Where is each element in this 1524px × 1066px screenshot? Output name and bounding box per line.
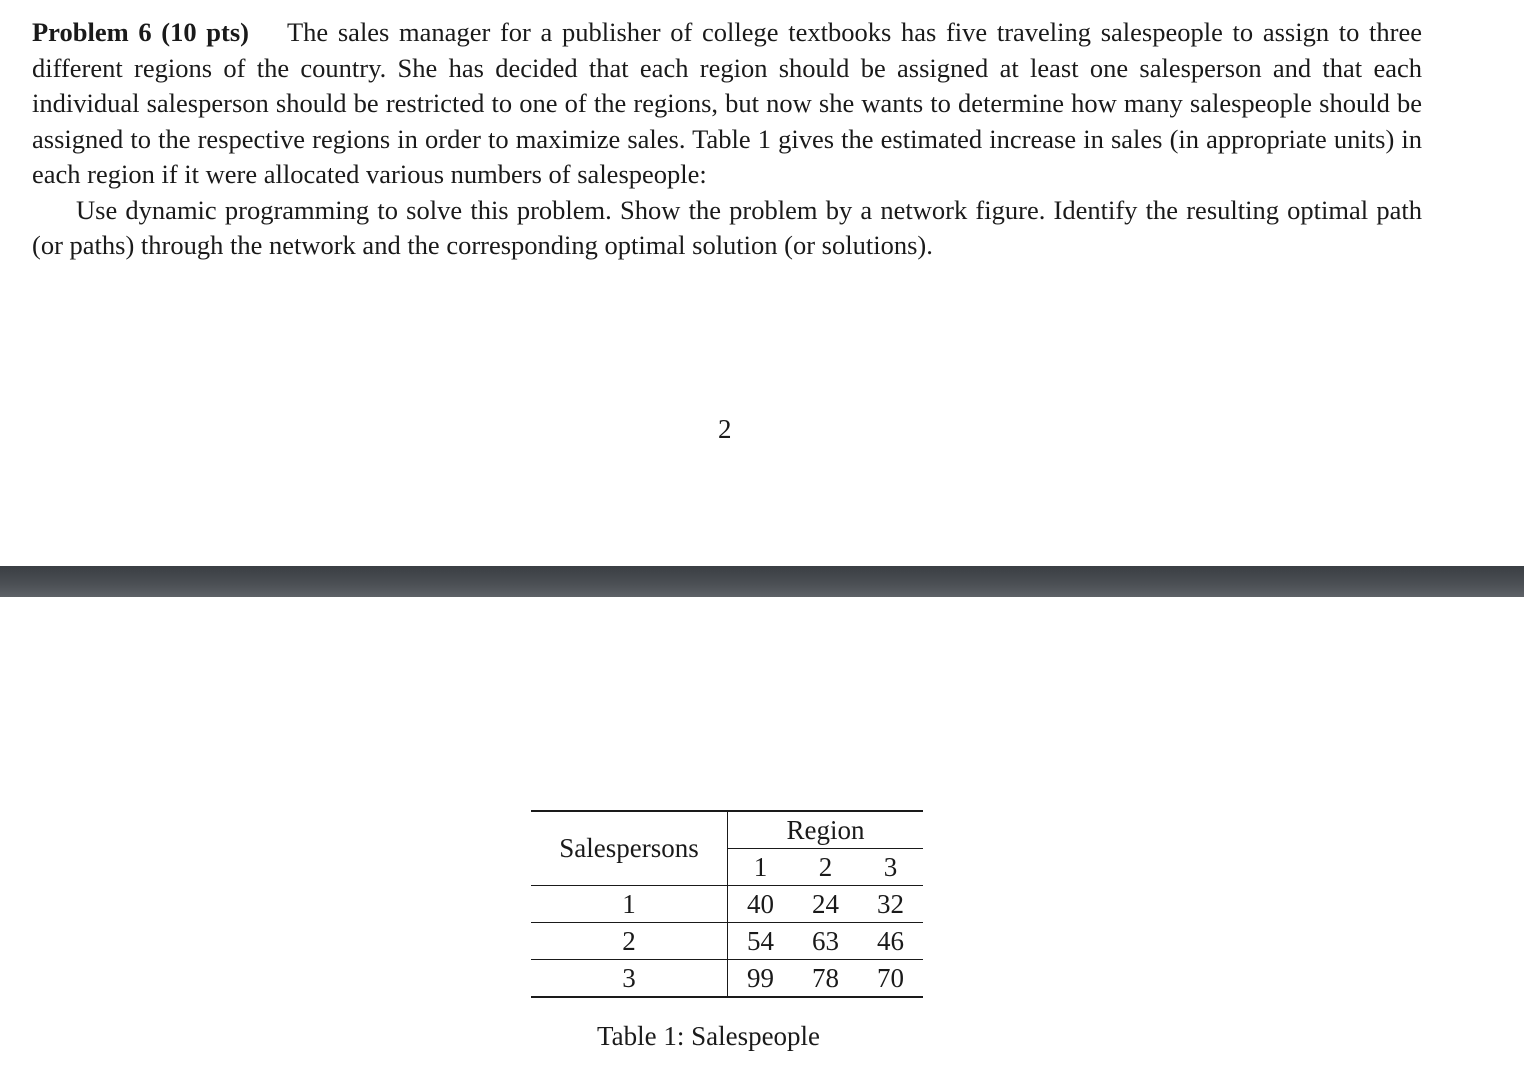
table-cell: 32 <box>858 886 923 923</box>
table-cell: 24 <box>793 886 858 923</box>
table-row <box>531 923 923 960</box>
table-cell: 46 <box>858 923 923 960</box>
problem-heading: Problem 6 (10 pts) <box>32 17 249 47</box>
region-column-3: 3 <box>858 849 923 886</box>
table-cell: 99 <box>728 960 794 998</box>
region-header: Region <box>728 811 924 849</box>
table-cell: 54 <box>728 923 794 960</box>
problem-paragraph-2: Use dynamic programming to solve this problem. Show the problem by a network figure. Identify the resulting optimal path (or paths) through the network and the corresponding optimal solution (or solutions). <box>32 194 1422 260</box>
page-divider <box>0 566 1524 597</box>
table-cell: 40 <box>728 886 794 923</box>
table-caption: Table 1: Salespeople <box>597 1021 821 1051</box>
region-column-2: 2 <box>793 849 858 886</box>
row-header: Salespersons <box>531 811 728 886</box>
page-number: 2 <box>718 414 732 444</box>
row-label: 3 <box>531 960 728 998</box>
problem-statement <box>32 15 1422 264</box>
region-column-1: 1 <box>728 849 794 886</box>
table-cell: 63 <box>793 923 858 960</box>
table-row <box>531 960 923 998</box>
table-cell: 78 <box>793 960 858 998</box>
row-label: 2 <box>531 923 728 960</box>
problem-text-1: The sales manager for a publisher of college textbooks has five traveling salespeople to assign to three different regions of the country. She has decided that each region should be assigned at least one salesperson and that each individual salesperson should be restricted to one of the regions, but now she wants to determine how many salespeople should be assigned to the respective regions in order to maximize sales. Table 1 gives the estimated increase in sales (in appropriate units) in each region if it were allocated various numbers of salespeople: <box>32 17 1423 189</box>
table-row <box>531 886 923 923</box>
table-header-row <box>531 811 923 849</box>
row-label: 1 <box>531 886 728 923</box>
table-cell: 70 <box>858 960 923 998</box>
salespeople-table <box>531 810 923 998</box>
problem-paragraph-1 <box>32 15 1422 193</box>
